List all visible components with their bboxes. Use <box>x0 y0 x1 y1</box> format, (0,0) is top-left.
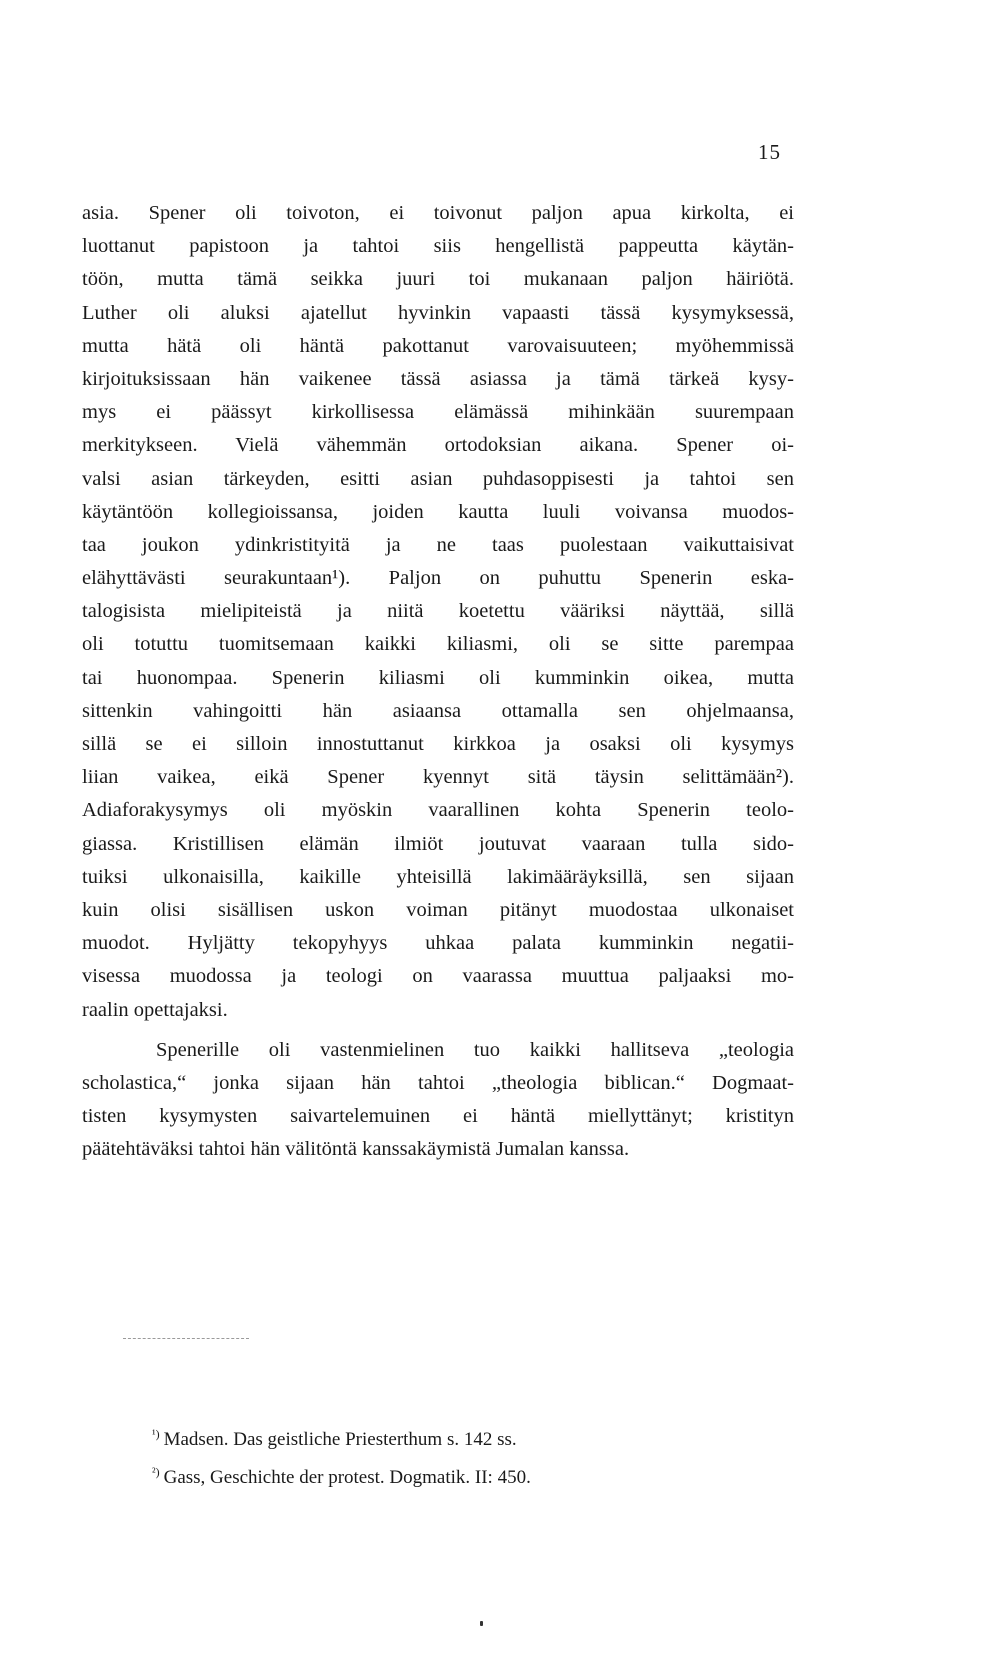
text-line: tisten kysymysten saivartelemuinen ei häntä miellyttänyt; kristityn <box>82 1105 794 1128</box>
text-line: raalin opettajaksi. <box>82 998 228 1021</box>
footnote-marker: ¹) <box>152 1427 160 1441</box>
text-line: käytäntöön kollegioissansa, joiden kautta luuli voivansa muodos- <box>82 500 794 523</box>
text-line: mutta hätä oli häntä pakottanut varovaisuuteen; myöhemmissä <box>82 334 794 357</box>
text-line: Luther oli aluksi ajatellut hyvinkin vapaasti tässä kysymyksessä, <box>82 301 794 324</box>
text-line: merkitykseen. Vielä vähemmän ortodoksian aikana. Spener oi- <box>82 434 794 457</box>
paragraph-gap <box>82 1027 794 1034</box>
body-text <box>82 197 794 1166</box>
text-line: elähyttävästi seurakuntaan¹). Paljon on puhuttu Spenerin eska- <box>82 567 794 590</box>
footnote <box>152 1418 712 1456</box>
text-line: muodot. Hyljätty tekopyhyys uhkaa palata kumminkin negatii- <box>82 932 794 955</box>
text-line: Spenerille oli vastenmielinen tuo kaikki hallitseva „teologia <box>156 1038 794 1061</box>
text-line: visessa muodossa ja teologi on vaarassa muuttua paljaaksi mo- <box>82 965 794 988</box>
footnote-text: Madsen. Das geistliche Priesterthum s. 142 ss. <box>163 1429 517 1450</box>
footnote <box>152 1456 712 1494</box>
footnote-text: Gass, Geschichte der protest. Dogmatik. II: 450. <box>163 1467 531 1488</box>
text-line: päätehtäväksi tahtoi hän välitöntä kanssakäymistä Jumalan kanssa. <box>82 1138 630 1161</box>
text-line: oli totuttu tuomitsemaan kaikki kiliasmi, oli se sitte parempaa <box>82 633 794 656</box>
text-line: scholastica,“ jonka sijaan hän tahtoi „theologia biblican.“ Dogmaat- <box>82 1071 794 1094</box>
text-line: töön, mutta tämä seikka juuri toi mukanaan paljon häiriötä. <box>82 268 794 291</box>
footnote-marker: ²) <box>152 1465 160 1479</box>
text-line: liian vaikea, eikä Spener kyennyt sitä täysin selittämään²). <box>82 766 794 789</box>
text-line: sittenkin vahingoitti hän asiaansa ottamalla sen ohjelmaansa, <box>82 699 794 722</box>
page-number: 15 <box>758 140 781 164</box>
text-line: tai huonompaa. Spenerin kiliasmi oli kumminkin oikea, mutta <box>82 666 794 689</box>
footnote-separator <box>123 1338 249 1339</box>
text-line: luottanut papistoon ja tahtoi siis hengellistä pappeutta käytän- <box>82 235 794 258</box>
text-line: tuiksi ulkonaisilla, kaikille yhteisillä lakimääräyksillä, sen sijaan <box>82 865 794 888</box>
footnotes <box>152 1418 712 1494</box>
text-line: taa joukon ydinkristityitä ja ne taas puolestaan vaikuttaisivat <box>82 533 794 556</box>
text-line: kuin olisi sisällisen uskon voiman pitänyt muodostaa ulkonaiset <box>82 898 794 921</box>
text-line: kirjoituksissaan hän vaikenee tässä asiassa ja tämä tärkeä kysy- <box>82 367 794 390</box>
text-line: giassa. Kristillisen elämän ilmiöt joutuvat vaaraan tulla sido- <box>82 832 794 855</box>
text-line: talogisista mielipiteistä ja niitä koetettu vääriksi näyttää, sillä <box>82 600 794 623</box>
print-speck <box>480 1621 483 1626</box>
text-line: asia. Spener oli toivoton, ei toivonut paljon apua kirkolta, ei <box>82 202 794 224</box>
text-line: valsi asian tärkeyden, esitti asian puhdasoppisesti ja tahtoi sen <box>82 467 794 490</box>
text-line: sillä se ei silloin innostuttanut kirkkoa ja osaksi oli kysymys <box>82 733 794 755</box>
text-line: Adiaforakysymys oli myöskin vaarallinen kohta Spenerin teolo- <box>82 799 794 822</box>
text-line: mys ei päässyt kirkollisessa elämässä mihinkään suurempaan <box>82 401 794 424</box>
